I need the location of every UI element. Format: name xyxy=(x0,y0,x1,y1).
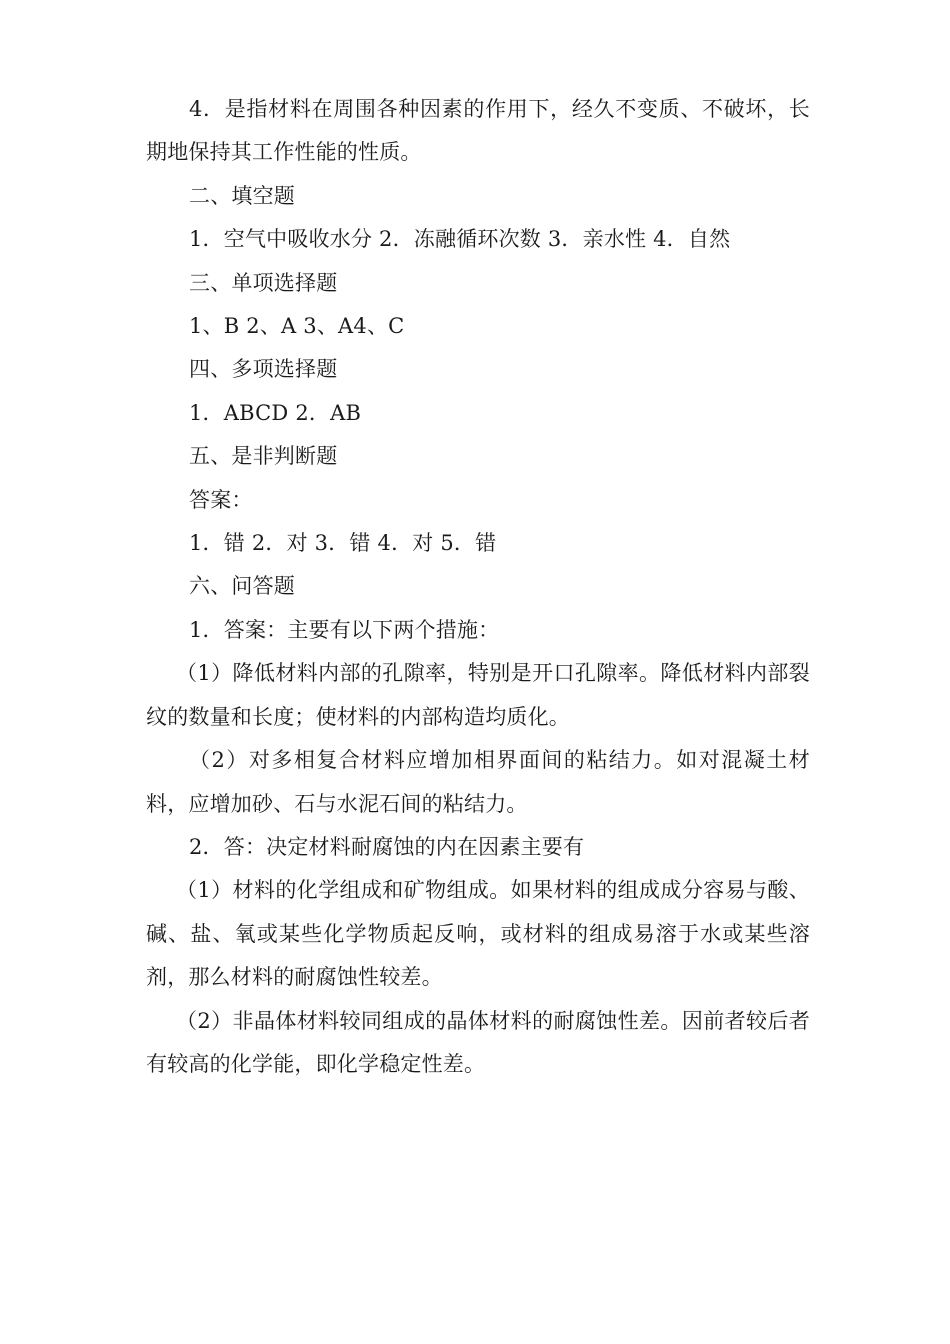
paragraph-durability-definition: 4．是指材料在周围各种因素的作用下，经久不变质、不破坏，长期地保持其工作性能的性质。 xyxy=(146,97,810,165)
heading-questions: 六、问答题 xyxy=(189,574,295,599)
answers-true-false: 1．错 2．对 3．错 4．对 5．错 xyxy=(189,531,497,556)
question-2-factor-1: （1）材料的化学组成和矿物组成。如果材料的组成成分容易与酸、碱、盐、氧或某些化学物质起反响，或材料的组成易溶于水或某些溶剂，那么材料的耐腐蚀性较差。 xyxy=(146,878,810,990)
answers-single-choice: 1、B 2、A 3、A4、C xyxy=(189,314,405,339)
document-body xyxy=(146,88,810,1086)
heading-single-choice: 三、单项选择题 xyxy=(189,270,338,295)
heading-true-false: 五、是非判断题 xyxy=(189,444,338,469)
question-1-measure-2: （2）对多相复合材料应增加相界面间的粘结力。如对混凝土材料，应增加砂、石与水泥石间的粘结力。 xyxy=(146,748,810,816)
heading-fill-in-blanks: 二、填空题 xyxy=(189,183,295,208)
heading-multiple-choice: 四、多项选择题 xyxy=(189,357,338,382)
question-1-answer-intro: 1．答案：主要有以下两个措施： xyxy=(189,617,500,642)
answers-multiple-choice: 1．ABCD 2．AB xyxy=(189,400,362,425)
question-2-factor-2: （2）非晶体材料较同组成的晶体材料的耐腐蚀性差。因前者较后者有较高的化学能，即化学稳定性差。 xyxy=(146,1008,810,1076)
label-answers: 答案： xyxy=(189,487,253,512)
question-2-answer-intro: 2．答：决定材料耐腐蚀的内在因素主要有 xyxy=(189,834,585,859)
question-1-measure-1: （1）降低材料内部的孔隙率，特别是开口孔隙率。降低材料内部裂纹的数量和长度；使材料的内部构造均质化。 xyxy=(146,661,810,729)
answers-fill-in-blanks: 1．空气中吸收水分 2．冻融循环次数 3．亲水性 4．自然 xyxy=(189,227,731,252)
